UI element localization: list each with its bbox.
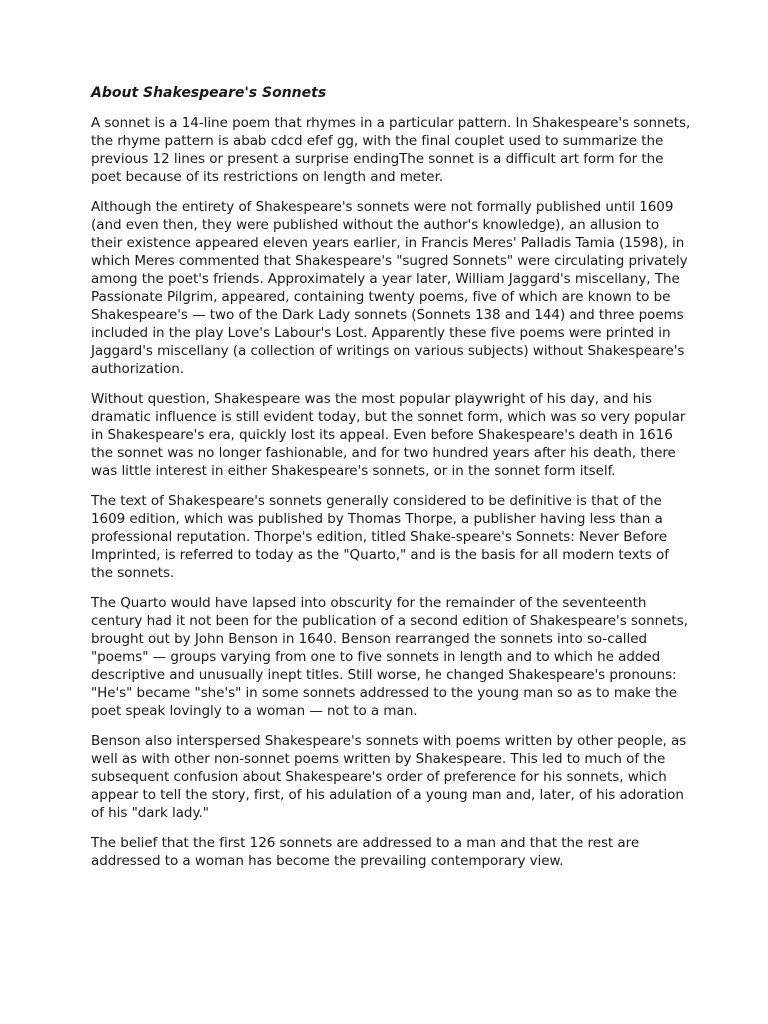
paragraph-sonnet-definition: A sonnet is a 14-line poem that rhymes in a particular pattern. In Shakespeare's sonnets, the rhyme pattern is abab cdcd efef gg, with the final couplet used to summarize the previous 12 lines or present a surprise endingThe sonnet is a difficult art form for the poet because of its restrictions on length and meter.: [91, 115, 691, 185]
paragraph-publication-history: Although the entirety of Shakespeare's sonnets were not formally published until 1609 (and even then, they were published without the author's knowledge), an allusion to their existence appeared eleven years earlier, in Francis Meres' Palladis Tamia (1598), in which Meres commented that Shakespeare's "sugred Sonnets" were circulating privately among the poet's friends. Approximately a year later, William Jaggard's miscellany, The Passionate Pilgrim, appeared, containing twenty poems, five of which are known to be Shakespeare's — two of the Dark Lady sonnets (Sonnets 138 and 144) and three poems included in the play Love's Labour's Lost. Apparently these five poems were printed in Jaggard's miscellany (a collection of writings on various subjects) without Shakespeare's authorization.: [91, 199, 688, 377]
document-page: [91, 84, 691, 882]
paragraph-benson-edition: The Quarto would have lapsed into obscurity for the remainder of the seventeenth century had it not been for the publication of a second edition of Shakespeare's sonnets, brought out by John Benson in 1640. Benson rearranged the sonnets into so-called "poems" — groups varying from one to five sonnets in length and to which he added descriptive and unusually inept titles. Still worse, he changed Shakespeare's pronouns: "He's" became "she's" in some sonnets addressed to the young man so as to make the poet speak lovingly to a woman — not to a man.: [91, 595, 688, 719]
paragraph-quarto-edition: The text of Shakespeare's sonnets generally considered to be definitive is that of the 1609 edition, which was published by Thomas Thorpe, a publisher having less than a professional reputation. Thorpe's edition, titled Shake-speare's Sonnets: Never Before Imprinted, is referred to today as the "Quarto," and is the basis for all modern texts of the sonnets.: [91, 493, 669, 581]
paragraph-contemporary-view: The belief that the first 126 sonnets are addressed to a man and that the rest are addressed to a woman has become the prevailing contemporary view.: [91, 835, 640, 869]
document-title: About Shakespeare's Sonnets: [91, 85, 327, 101]
paragraph-benson-interspersed: Benson also interspersed Shakespeare's sonnets with poems written by other people, as well as with other non-sonnet poems written by Shakespeare. This led to much of the subsequent confusion about Shakespeare's order of preference for his sonnets, which appear to tell the story, first, of his adulation of a young man and, later, of his adoration of his "dark lady.": [91, 733, 687, 821]
paragraph-popularity: Without question, Shakespeare was the most popular playwright of his day, and his dramatic influence is still evident today, but the sonnet form, which was so very popular in Shakespeare's era, quickly lost its appeal. Even before Shakespeare's death in 1616 the sonnet was no longer fashionable, and for two hundred years after his death, there was little interest in either Shakespeare's sonnets, or in the sonnet form itself.: [91, 391, 686, 479]
